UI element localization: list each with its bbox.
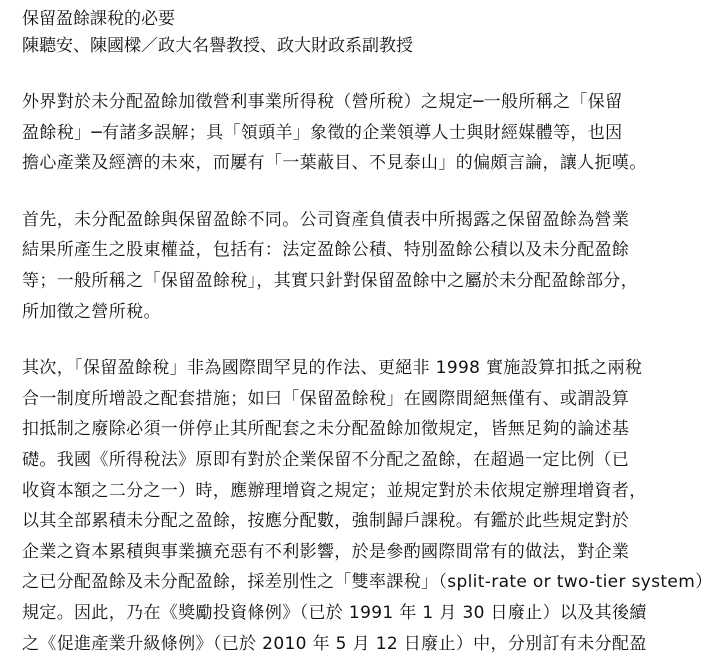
paragraph-line: 礎。我國《所得稅法》原即有對於企業保留不分配之盈餘，在超過一定比例（已 [22,445,712,476]
paragraph-line: 之《促進產業升級條例》（已於 2010 年 5 月 12 日廢止）中，分別訂有未分配盈 [22,629,712,659]
paragraph-line: 企業之資本累積與事業擴充惡有不利影響，於是參酌國際間常有的做法，對企業 [22,537,712,568]
paragraph-1 [22,87,712,179]
paragraph-line: 所加徵之營所稅。 [22,297,712,328]
paragraph-line: 等；一般所稱之「保留盈餘稅」，其實只針對保留盈餘中之屬於未分配盈餘部分， [22,266,712,297]
paragraph-line: 之已分配盈餘及未分配盈餘，採差別性之「雙率課稅」（split-rate or two-tier system） [22,567,712,598]
paragraph-2 [22,205,712,327]
paragraph-line: 首先，未分配盈餘與保留盈餘不同。公司資產負債表中所揭露之保留盈餘為營業 [22,205,712,236]
paragraph-line: 結果所產生之股東權益，包括有：法定盈餘公積、特別盈餘公積以及未分配盈餘 [22,235,712,266]
paragraph-line: 扣抵制之廢除必須一併停止其所配套之未分配盈餘加徵規定，皆無足夠的論述基 [22,414,712,445]
paragraph-line: 盈餘稅」─有諸多誤解；具「領頭羊」象徵的企業領導人士與財經媒體等，也因 [22,118,712,149]
paragraph-line: 擔心產業及經濟的未來，而屢有「一葉蔽目、不見泰山」的偏頗言論，讓人扼嘆。 [22,148,712,179]
paragraph-line: 其次，「保留盈餘稅」非為國際間罕見的作法、更絕非 1998 實施設算扣抵之兩稅 [22,353,712,384]
document-byline: 陳聽安、陳國樑／政大名譽教授、政大財政系副教授 [22,33,712,60]
paragraph-line: 以其全部累積未分配之盈餘，按應分配數，強制歸戶課稅。有鑑於此些規定對於 [22,506,712,537]
paragraph-line: 規定。因此，乃在《獎勵投資條例》（已於 1991 年 1 月 30 日廢止）以及其後續 [22,598,712,629]
paragraph-line: 收資本額之二分之一）時，應辦理增資之規定；並規定對於未依規定辦理增資者， [22,476,712,507]
paragraph-line: 合一制度所增設之配套措施；如曰「保留盈餘稅」在國際間絕無僅有、或謂設算 [22,384,712,415]
document-title: 保留盈餘課稅的必要 [22,6,712,33]
paragraph-line: 外界對於未分配盈餘加徵營利事業所得稅（營所稅）之規定─一般所稱之「保留 [22,87,712,118]
paragraph-3 [22,353,712,659]
document-page [22,6,712,659]
